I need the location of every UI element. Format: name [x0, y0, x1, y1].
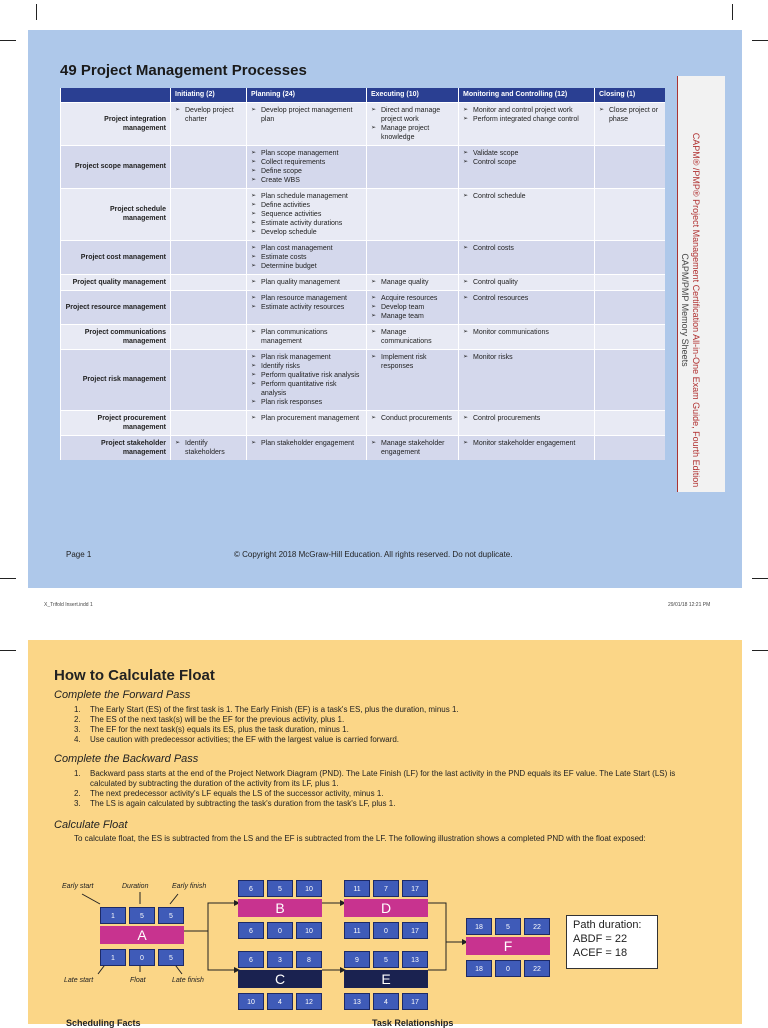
- process-item: ➢ Direct and manage project work: [371, 106, 454, 124]
- knowledge-area: Project schedule management: [61, 188, 171, 240]
- node-late-value: 18: [466, 960, 492, 977]
- node-early-value: 5: [495, 918, 521, 935]
- knowledge-area: Project communications management: [61, 324, 171, 349]
- knowledge-area: Project risk management: [61, 349, 171, 410]
- step-number: 3.: [74, 725, 81, 734]
- process-item: ➢ Control procurements: [463, 414, 590, 423]
- process-item: ➢ Plan quality management: [251, 278, 362, 287]
- knowledge-area: Project stakeholder management: [61, 435, 171, 460]
- process-item: ➢ Plan resource management: [251, 294, 362, 303]
- step-text: The next predecessor activity's LF equals the LS of the successor activity, minus 1.: [90, 789, 384, 798]
- activity-name: E: [344, 970, 428, 988]
- node-late-value: 10: [238, 993, 264, 1010]
- process-item: ➢ Manage quality: [371, 278, 454, 287]
- table-header-1: Initiating (2): [171, 88, 247, 102]
- activity-node-a: [100, 904, 184, 968]
- table-header-2: Planning (24): [247, 88, 367, 102]
- node-late-value: 11: [344, 922, 370, 939]
- node-late-value: 0: [373, 922, 399, 939]
- knowledge-area: Project procurement management: [61, 410, 171, 435]
- node-late-value: 10: [296, 922, 322, 939]
- process-item: ➢ Control costs: [463, 244, 590, 253]
- node-early-value: 6: [238, 951, 264, 968]
- side-title: CAPM® /PMP® Project Management Certification All-in-One Exam Guide, Fourth Edition: [691, 132, 701, 488]
- path-duration-box: [566, 915, 658, 969]
- path-acef: ACEF = 18: [573, 947, 628, 959]
- page-number: Page 1: [66, 550, 92, 559]
- activity-node-b: [238, 877, 322, 941]
- calculate-float-heading: Calculate Float: [54, 819, 128, 831]
- node-early-value: 10: [296, 880, 322, 897]
- node-early-value: 11: [344, 880, 370, 897]
- process-item: ➢ Monitor and control project work: [463, 106, 590, 115]
- node-late-value: 17: [402, 922, 428, 939]
- process-item: ➢ Estimate costs: [251, 253, 362, 262]
- activity-name: F: [466, 937, 550, 955]
- slug-filename: X_Trifold Insert.indd 1: [44, 602, 93, 608]
- node-late-value: 0: [129, 949, 155, 966]
- slug-date: 29/01/18 12:21 PM: [668, 602, 711, 608]
- process-item: ➢ Manage project knowledge: [371, 124, 454, 142]
- process-item: ➢ Estimate activity resources: [251, 303, 362, 312]
- node-late-value: 12: [296, 993, 322, 1010]
- step-text: The ES of the next task(s) will be the EF for the previous activity, plus 1.: [90, 715, 345, 724]
- float-label: Float: [130, 977, 146, 984]
- process-item: ➢ Manage stakeholder engagement: [371, 439, 454, 457]
- step-number: 2.: [74, 715, 81, 724]
- process-item: ➢ Define activities: [251, 201, 362, 210]
- node-early-value: 22: [524, 918, 550, 935]
- activity-name: C: [238, 970, 322, 988]
- process-item: ➢ Control scope: [463, 158, 590, 167]
- early-finish-label: Early finish: [172, 883, 207, 890]
- step-number: 2.: [74, 789, 81, 798]
- step-number: 1.: [74, 769, 81, 778]
- knowledge-area: Project quality management: [61, 274, 171, 290]
- activity-name: B: [238, 899, 322, 917]
- step-text: The Early Start (ES) of the first task is 1. The Early Finish (EF) is a task's ES, plus the duration, minus 1.: [90, 705, 459, 714]
- step-number: 4.: [74, 735, 81, 744]
- process-item: ➢ Plan risk responses: [251, 398, 362, 407]
- process-item: ➢ Plan procurement management: [251, 414, 362, 423]
- forward-pass-heading: Complete the Forward Pass: [54, 689, 191, 701]
- knowledge-area: Project cost management: [61, 240, 171, 274]
- step-text: The EF for the next task(s) equals its ES, plus the task duration, minus 1.: [90, 725, 349, 734]
- step-text: Backward pass starts at the end of the Project Network Diagram (PND). The Late Finish (LF) for the last activity in the PND equals its EF value. The Late Start (LS) is calculated by subtracting the duration of the activity from its LF, plus 1.: [90, 769, 676, 788]
- step-text: The LS is again calculated by subtracting the task's duration from the task's LF, plus 1.: [90, 799, 396, 808]
- path-duration-title: Path duration:: [573, 919, 642, 931]
- node-early-value: 6: [238, 880, 264, 897]
- process-item: ➢ Validate scope: [463, 149, 590, 158]
- process-item: ➢ Implement risk responses: [371, 353, 454, 371]
- process-item: ➢ Develop team: [371, 303, 454, 312]
- process-item: ➢ Determine budget: [251, 262, 362, 271]
- process-item: ➢ Control schedule: [463, 192, 590, 201]
- node-late-value: 0: [495, 960, 521, 977]
- path-abdf: ABDF = 22: [573, 933, 628, 945]
- process-item: ➢ Identify stakeholders: [175, 439, 242, 457]
- calculate-float-text: To calculate float, the ES is subtracted from the LS and the EF is subtracted from the LF. The following illustration shows a completed PND with the float exposed:: [74, 834, 646, 843]
- node-early-value: 5: [129, 907, 155, 924]
- node-late-value: 4: [267, 993, 293, 1010]
- side-subtitle: CAPM/PMP Memory Sheets: [680, 253, 690, 367]
- node-late-value: 1: [100, 949, 126, 966]
- late-start-label: Late start: [64, 977, 94, 984]
- scheduling-facts-heading: Scheduling Facts: [66, 1018, 141, 1028]
- node-late-value: 0: [267, 922, 293, 939]
- process-item: ➢ Sequence activities: [251, 210, 362, 219]
- node-early-value: 3: [267, 951, 293, 968]
- process-item: ➢ Plan cost management: [251, 244, 362, 253]
- process-item: ➢ Develop project management plan: [251, 106, 362, 124]
- process-item: ➢ Plan scope management: [251, 149, 362, 158]
- node-early-value: 8: [296, 951, 322, 968]
- task-relationships-heading: Task Relationships: [372, 1018, 454, 1028]
- process-item: ➢ Control resources: [463, 294, 590, 303]
- process-item: ➢ Plan communications management: [251, 328, 362, 346]
- node-late-value: 13: [344, 993, 370, 1010]
- node-early-value: 9: [344, 951, 370, 968]
- process-item: ➢ Create WBS: [251, 176, 362, 185]
- node-early-value: 7: [373, 880, 399, 897]
- table-header-4: Monitoring and Controlling (12): [459, 88, 595, 102]
- node-late-value: 17: [402, 993, 428, 1010]
- process-item: ➢ Identify risks: [251, 362, 362, 371]
- process-item: ➢ Manage team: [371, 312, 454, 321]
- process-item: ➢ Develop schedule: [251, 228, 362, 237]
- process-item: ➢ Close project or phase: [599, 106, 661, 124]
- table-header-3: Executing (10): [367, 88, 459, 102]
- node-late-value: 4: [373, 993, 399, 1010]
- process-item: ➢ Monitor stakeholder engagement: [463, 439, 590, 448]
- activity-name: D: [344, 899, 428, 917]
- node-early-value: 5: [267, 880, 293, 897]
- process-item: ➢ Perform qualitative risk analysis: [251, 371, 362, 380]
- process-item: ➢ Define scope: [251, 167, 362, 176]
- activity-node-f: [466, 915, 550, 979]
- knowledge-area: Project scope management: [61, 145, 171, 188]
- activity-node-c: [238, 948, 322, 1012]
- node-early-value: 17: [402, 880, 428, 897]
- knowledge-area: Project resource management: [61, 290, 171, 324]
- node-late-value: 22: [524, 960, 550, 977]
- float-title: How to Calculate Float: [54, 667, 215, 684]
- step-text: Use caution with predecessor activities; the EF with the largest value is carried forward.: [90, 735, 400, 744]
- process-item: ➢ Perform integrated change control: [463, 115, 590, 124]
- process-item: ➢ Plan risk management: [251, 353, 362, 362]
- process-item: ➢ Control quality: [463, 278, 590, 287]
- node-late-value: 5: [158, 949, 184, 966]
- page-title: 49 Project Management Processes: [60, 62, 307, 79]
- node-early-value: 5: [373, 951, 399, 968]
- process-item: ➢ Develop project charter: [175, 106, 242, 124]
- late-finish-label: Late finish: [172, 977, 204, 984]
- process-item: ➢ Collect requirements: [251, 158, 362, 167]
- backward-pass-heading: Complete the Backward Pass: [54, 753, 199, 765]
- node-early-value: 5: [158, 907, 184, 924]
- process-item: ➢ Plan schedule management: [251, 192, 362, 201]
- copyright: © Copyright 2018 McGraw-Hill Education. All rights reserved. Do not duplicate.: [234, 550, 513, 559]
- process-item: ➢ Conduct procurements: [371, 414, 454, 423]
- node-early-value: 1: [100, 907, 126, 924]
- knowledge-area: Project integration management: [61, 102, 171, 145]
- process-item: ➢ Monitor risks: [463, 353, 590, 362]
- process-item: ➢ Estimate activity durations: [251, 219, 362, 228]
- node-early-value: 13: [402, 951, 428, 968]
- activity-node-e: [344, 948, 428, 1012]
- early-start-label: Early start: [62, 883, 94, 890]
- node-late-value: 6: [238, 922, 264, 939]
- process-item: ➢ Perform quantitative risk analysis: [251, 380, 362, 398]
- node-early-value: 18: [466, 918, 492, 935]
- table-header-5: Closing (1): [595, 88, 665, 102]
- process-item: ➢ Acquire resources: [371, 294, 454, 303]
- activity-node-d: [344, 877, 428, 941]
- activity-name: A: [100, 926, 184, 944]
- duration-label: Duration: [122, 883, 149, 890]
- step-number: 3.: [74, 799, 81, 808]
- step-number: 1.: [74, 705, 81, 714]
- process-item: ➢ Plan stakeholder engagement: [251, 439, 362, 448]
- process-item: ➢ Manage communications: [371, 328, 454, 346]
- process-item: ➢ Monitor communications: [463, 328, 590, 337]
